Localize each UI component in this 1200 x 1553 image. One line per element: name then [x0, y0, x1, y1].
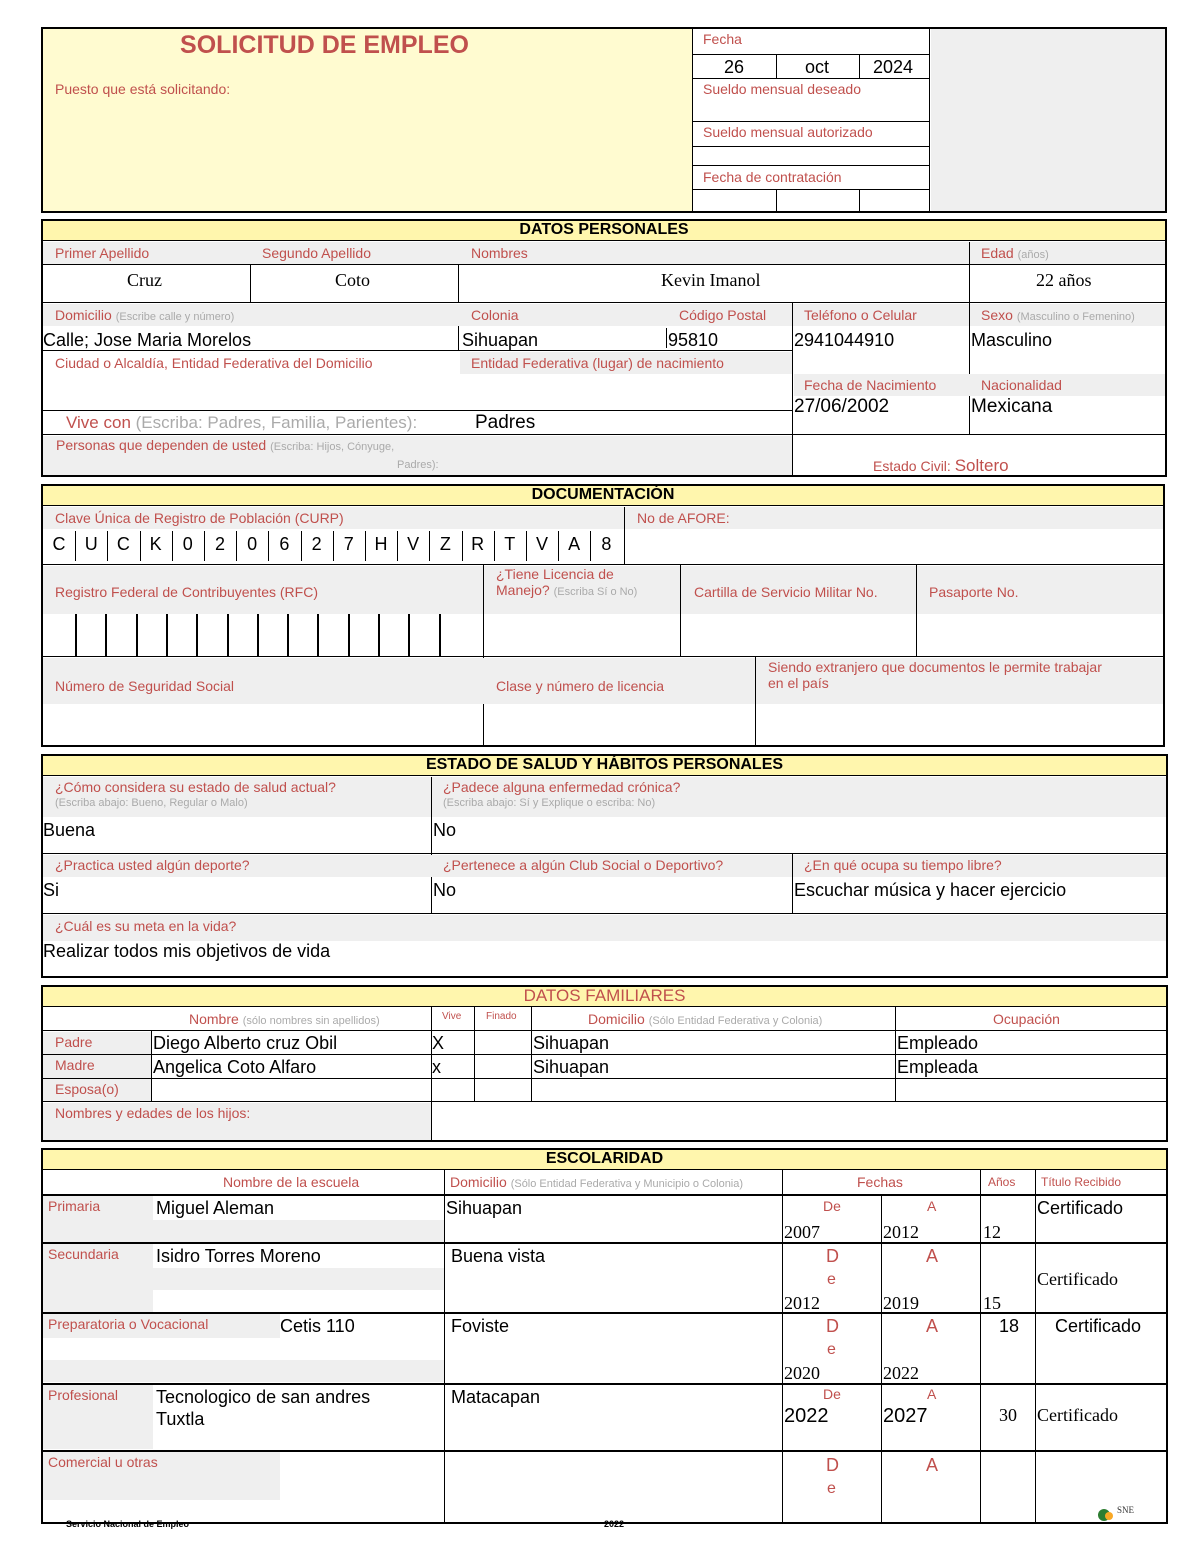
- rfc-cell-divider: [378, 614, 380, 656]
- other-from-e: e: [827, 1480, 836, 1497]
- license-q-hint: (Escriba Sí o No): [553, 586, 638, 598]
- age-label: [981, 245, 1049, 263]
- father-address[interactable]: Sihuapan: [533, 1033, 610, 1053]
- colonia-value[interactable]: Sihuapan: [462, 330, 539, 350]
- address-value[interactable]: Calle; Jose Maria Morelos: [43, 330, 252, 350]
- mother-name[interactable]: Angelica Coto Alfaro: [153, 1057, 317, 1077]
- date-line-bottom: [692, 78, 929, 79]
- salary-line-2: [692, 146, 929, 147]
- free-answer[interactable]: Escuchar música y hacer ejercicio: [794, 880, 1067, 900]
- prepa-from-e: e: [827, 1341, 836, 1358]
- hire-date-label: Fecha de contratación: [703, 169, 842, 185]
- age-value[interactable]: 22 años: [1036, 270, 1092, 290]
- school-years-col: Años: [988, 1175, 1016, 1189]
- address-label-text: Domicilio: [55, 307, 112, 323]
- rfc-cell-divider: [196, 614, 198, 656]
- curp-cell-divider: [333, 531, 334, 561]
- family-line-3: [43, 1078, 1166, 1079]
- sex-label: [981, 307, 1135, 325]
- dependents-label-text: Personas que dependen de usted: [56, 437, 267, 453]
- primaria-label: Primaria: [48, 1198, 101, 1214]
- curp-cell-divider: [268, 531, 269, 561]
- license-q-line-1: ¿Tiene Licencia de: [496, 566, 614, 582]
- other-from-d: D: [826, 1455, 839, 1475]
- other-to-a: A: [926, 1455, 939, 1475]
- prof-from-label: De: [823, 1386, 841, 1402]
- other-label: Comercial u otras: [48, 1454, 158, 1470]
- curp-char-cell[interactable]: Z: [439, 534, 451, 554]
- rfc-cell-divider: [348, 614, 350, 656]
- curp-cell-divider: [172, 531, 173, 561]
- curp-char-cell[interactable]: 2: [311, 534, 322, 554]
- row1-line: [43, 264, 1165, 265]
- health-answer[interactable]: Buena: [43, 820, 96, 840]
- curp-cells: [43, 529, 624, 563]
- primaria-to-label: A: [927, 1198, 937, 1214]
- primaria-years[interactable]: 12: [983, 1222, 1001, 1242]
- prepa-title[interactable]: Certificado: [1055, 1316, 1142, 1336]
- chronic-q: [443, 779, 680, 811]
- curp-cell-divider: [526, 531, 527, 561]
- curp-cell-divider: [107, 531, 108, 561]
- prof-title[interactable]: Certificado: [1037, 1405, 1118, 1425]
- rfc-cell-divider: [408, 614, 410, 656]
- curp-cell-divider: [75, 531, 76, 561]
- prepa-from[interactable]: 2020: [784, 1363, 820, 1383]
- docs-section-title: DOCUMENTACIÓN: [43, 486, 1163, 506]
- club-answer[interactable]: No: [433, 880, 457, 900]
- family-address-col-text: Domicilio: [588, 1011, 645, 1027]
- primaria-address[interactable]: Sihuapan: [446, 1198, 523, 1218]
- school-line-0: [43, 1194, 1166, 1196]
- postal-label: Código Postal: [679, 307, 767, 323]
- afore-sep: [624, 507, 625, 565]
- spouse-label: Esposa(o): [55, 1081, 119, 1097]
- photo-area: [931, 29, 1165, 211]
- salary-authorized-label: Sueldo mensual autorizado: [703, 124, 873, 140]
- curp-cell-divider: [236, 531, 237, 561]
- curp-char-cell[interactable]: 8: [601, 534, 612, 554]
- form-title: SOLICITUD DE EMPLEO: [180, 31, 469, 59]
- date-day[interactable]: 26: [724, 57, 745, 77]
- docs-sep-a: [483, 564, 484, 745]
- school-address-col-text: Domicilio: [450, 1174, 507, 1190]
- primaria-to[interactable]: 2012: [883, 1222, 919, 1242]
- curp-label: Clave Única de Registro de Población (CURP): [55, 510, 344, 526]
- footer-center: 2022: [604, 1519, 625, 1529]
- lives-with-hint: (Escriba: Padres, Familia, Parientes):: [135, 413, 418, 432]
- school-sep-b: [782, 1170, 783, 1524]
- school-address-col: [450, 1174, 743, 1192]
- curp-char-cell[interactable]: T: [504, 534, 516, 554]
- nationality-value[interactable]: Mexicana: [971, 396, 1053, 417]
- father-name[interactable]: Diego Alberto cruz Obil: [153, 1033, 338, 1053]
- dependents-label: [56, 437, 394, 455]
- secundaria-name[interactable]: Isidro Torres Moreno: [156, 1246, 321, 1266]
- children-label: Nombres y edades de los hijos:: [55, 1105, 251, 1121]
- docs-sep-b: [680, 564, 681, 656]
- family-dead-col: Finado: [486, 1011, 517, 1022]
- dependents-hint-2-text: Padres):: [397, 459, 439, 471]
- hire-line: [692, 189, 929, 190]
- foreigner-label: [768, 659, 1102, 691]
- family-line-2: [43, 1054, 1166, 1055]
- prepa-to-a: A: [926, 1316, 939, 1336]
- secundaria-years[interactable]: 15: [983, 1293, 1001, 1313]
- prof-name-2[interactable]: Tuxtla: [156, 1409, 205, 1429]
- second-last-label: Segundo Apellido: [262, 245, 371, 261]
- goal-answer[interactable]: Realizar todos mis objetivos de vida: [43, 941, 331, 961]
- military-label: Cartilla de Servicio Militar No.: [694, 584, 878, 600]
- sne-logo-text: SNE: [1117, 1505, 1135, 1515]
- chronic-hint: (Escriba abajo: Sí y Explique o escriba: No): [443, 797, 656, 809]
- family-address-hint: (Sólo Entidad Federativa y Colonia): [648, 1015, 823, 1027]
- curp-char-cell[interactable]: U: [84, 534, 98, 554]
- salary-desired-label: Sueldo mensual deseado: [703, 81, 862, 97]
- prof-from[interactable]: 2022: [784, 1405, 829, 1427]
- postal-value[interactable]: 95810: [668, 330, 719, 350]
- school-section-title: ESCOLARIDAD: [43, 1150, 1166, 1170]
- row3-line: [43, 350, 792, 351]
- foreigner-line-1: Siendo extranjero que documentos le permite trabajar: [768, 659, 1102, 675]
- footer-left: Servicio Nacional de Empleo: [66, 1519, 190, 1529]
- row1-sep-b: [250, 264, 251, 302]
- primaria-from[interactable]: 2007: [784, 1222, 820, 1242]
- rfc-cell-divider: [439, 614, 441, 656]
- health-hint: (Escriba abajo: Bueno, Regular o Malo): [55, 797, 248, 809]
- free-q: ¿En qué ocupa su tiempo libre?: [804, 857, 1002, 873]
- primaria-name-bg: [153, 1220, 444, 1242]
- curp-cell-divider: [204, 531, 205, 561]
- rfc-cell-divider: [136, 614, 138, 656]
- lives-with-value[interactable]: Padres: [475, 412, 536, 433]
- school-title-col: Título Recibido: [1041, 1175, 1122, 1189]
- docs-row3-line: [43, 656, 1163, 657]
- school-line-3: [43, 1383, 1166, 1385]
- date-month[interactable]: oct: [805, 57, 830, 77]
- curp-cell-divider: [590, 531, 591, 561]
- prepa-years[interactable]: 18: [999, 1316, 1020, 1336]
- sne-logo-icon: [1097, 1507, 1115, 1523]
- goal-q: ¿Cuál es su meta en la vida?: [55, 918, 237, 934]
- date-year[interactable]: 2024: [873, 57, 914, 77]
- license-q-line-2: [496, 582, 637, 600]
- father-alive[interactable]: X: [432, 1033, 445, 1053]
- curp-char-cell[interactable]: 0: [247, 534, 258, 554]
- chronic-q-text: ¿Padece alguna enfermedad crónica?: [443, 779, 681, 795]
- row2-sep-c: [458, 326, 459, 350]
- salary-line-3: [692, 165, 929, 166]
- prepa-from-d: D: [826, 1316, 839, 1336]
- rfc-cell-divider: [227, 614, 229, 656]
- secundaria-label: Secundaria: [48, 1246, 119, 1262]
- foreigner-line-2: en el país: [768, 675, 829, 691]
- health-sep-a: [431, 777, 432, 913]
- city-label: Ciudad o Alcaldía, Entidad Federativa del Domicilio: [55, 355, 373, 371]
- mother-alive[interactable]: x: [432, 1057, 441, 1077]
- header-divider: [692, 29, 693, 211]
- prepa-address[interactable]: Foviste: [451, 1316, 510, 1336]
- curp-cell-divider: [462, 531, 463, 561]
- license-class-label: Clase y número de licencia: [496, 678, 665, 694]
- school-name-col: Nombre de la escuela: [223, 1174, 360, 1190]
- family-occupation-col: Ocupación: [993, 1011, 1060, 1027]
- secundaria-from[interactable]: 2012: [784, 1293, 820, 1313]
- club-q: ¿Pertenece a algún Club Social o Deportivo?: [443, 857, 724, 873]
- civil-value[interactable]: Soltero: [954, 456, 1009, 475]
- curp-char-cell[interactable]: V: [535, 534, 548, 554]
- position-label: Puesto que está solicitando:: [55, 81, 231, 97]
- chronic-answer[interactable]: No: [433, 820, 457, 840]
- names-value[interactable]: Kevin Imanol: [661, 270, 761, 290]
- health-row3-line: [43, 913, 1166, 914]
- family-line-1: [43, 1030, 1166, 1031]
- phone-value[interactable]: 2941044910: [794, 330, 895, 350]
- curp-char-cell[interactable]: C: [116, 534, 130, 554]
- health-row2-line: [43, 853, 1166, 854]
- sex-label-text: Sexo: [981, 307, 1013, 323]
- curp-cell-divider: [429, 531, 430, 561]
- row2-sep-a: [792, 302, 793, 435]
- rfc-cells: [43, 614, 483, 656]
- date-line-top: [692, 54, 929, 55]
- rfc-cell-divider: [105, 614, 107, 656]
- rfc-label: Registro Federal de Contribuyentes (RFC): [55, 584, 318, 600]
- sport-q: ¿Practica usted algún deporte?: [55, 857, 250, 873]
- curp-char-cell[interactable]: R: [471, 534, 485, 554]
- sport-answer[interactable]: Si: [43, 880, 60, 900]
- docs-row2-line: [43, 564, 1163, 565]
- family-name-col: [189, 1011, 380, 1029]
- curp-cell-divider: [140, 531, 141, 561]
- rfc-cell-divider: [166, 614, 168, 656]
- row5-line: [43, 434, 1165, 435]
- lives-with-text: Vive con: [66, 413, 131, 432]
- date-sep-1: [776, 54, 777, 78]
- civil-label-text: Estado Civil:: [873, 458, 951, 474]
- lives-with-label: [66, 413, 417, 432]
- school-sep-e: [1035, 1170, 1036, 1524]
- family-name-hint: (sólo nombres sin apellidos): [242, 1015, 380, 1027]
- dependents-hint-2: [397, 455, 439, 473]
- secundaria-to[interactable]: 2019: [883, 1293, 919, 1313]
- row1-sep-a: [969, 242, 970, 302]
- age-label-text: Edad: [981, 245, 1014, 261]
- curp-cell-divider: [301, 531, 302, 561]
- row1-sep-c: [458, 264, 459, 302]
- family-address-col: [588, 1011, 822, 1029]
- father-occupation[interactable]: Empleado: [897, 1033, 979, 1053]
- prepa-to[interactable]: 2022: [883, 1363, 919, 1383]
- secundaria-address[interactable]: Buena vista: [451, 1246, 546, 1266]
- civil-sep: [792, 434, 793, 475]
- sex-hint: (Masculino o Femenino): [1016, 311, 1135, 323]
- family-name-col-text: Nombre: [189, 1011, 239, 1027]
- curp-char-cell[interactable]: 0: [182, 534, 193, 554]
- license-q-text: Manejo?: [496, 582, 550, 598]
- rfc-cell-divider: [75, 614, 77, 656]
- curp-cell-divider: [558, 531, 559, 561]
- secundaria-title[interactable]: Certificado: [1037, 1269, 1118, 1289]
- curp-char-cell[interactable]: H: [374, 534, 388, 554]
- sex-value[interactable]: Masculino: [971, 330, 1053, 350]
- curp-char-cell[interactable]: 7: [343, 534, 354, 554]
- first-last-value[interactable]: Cruz: [127, 270, 162, 290]
- age-hint: (años): [1017, 249, 1049, 261]
- docs-sep-d: [755, 656, 756, 745]
- prepa-label: Preparatoria o Vocacional: [48, 1316, 209, 1332]
- school-sep-a: [444, 1170, 445, 1524]
- rfc-cell-divider: [317, 614, 319, 656]
- prof-years[interactable]: 30: [999, 1405, 1017, 1425]
- docs-sep-c: [916, 564, 917, 656]
- health-section-title: ESTADO DE SALUD Y HÁBITOS PERSONALES: [43, 756, 1166, 776]
- passport-label: Pasaporte No.: [929, 584, 1019, 600]
- postal-sep: [666, 328, 667, 348]
- curp-cell-divider: [397, 531, 398, 561]
- rfc-cell-divider: [257, 614, 259, 656]
- prof-to[interactable]: 2027: [883, 1405, 928, 1427]
- curp-char-cell[interactable]: 6: [279, 534, 290, 554]
- dependents-hint-1: (Escriba: Hijos, Cónyuge,: [270, 441, 395, 453]
- prepa-name[interactable]: Cetis 110: [280, 1316, 355, 1336]
- secundaria-from-d: D: [826, 1246, 839, 1266]
- curp-char-cell[interactable]: V: [407, 534, 420, 554]
- rfc-cell-divider: [287, 614, 289, 656]
- secundaria-to-a: A: [926, 1246, 939, 1266]
- prof-label: Profesional: [48, 1387, 119, 1403]
- names-label: Nombres: [471, 245, 528, 261]
- school-address-hint: (Sólo Entidad Federativa y Municipio o Colonia): [510, 1178, 744, 1190]
- family-section-title: DATOS FAMILIARES: [43, 987, 1166, 1007]
- sne-logo: [1097, 1505, 1142, 1523]
- row2-sep-b: [969, 302, 970, 435]
- row2-line: [43, 302, 1165, 303]
- family-line-4: [43, 1101, 1166, 1102]
- primaria-from-label: De: [823, 1198, 841, 1214]
- health-q: [55, 779, 336, 811]
- nationality-label: Nacionalidad: [981, 377, 1062, 393]
- prepa-label-bg-2: [43, 1360, 444, 1382]
- family-sep-a: [151, 1030, 152, 1102]
- curp-char-cell[interactable]: C: [52, 534, 66, 554]
- prof-address[interactable]: Matacapan: [451, 1387, 541, 1407]
- personal-section-title: DATOS PERSONALES: [43, 221, 1165, 241]
- hire-sep-1: [776, 189, 777, 211]
- family-alive-col: Vive: [442, 1011, 462, 1022]
- father-label: Padre: [55, 1034, 93, 1050]
- hire-sep-2: [859, 189, 860, 211]
- secundaria-name-bg: [153, 1268, 444, 1290]
- prof-to-label: A: [927, 1386, 937, 1402]
- mother-address[interactable]: Sihuapan: [533, 1057, 610, 1077]
- curp-cell-divider: [494, 531, 495, 561]
- first-last-label: Primer Apellido: [55, 245, 150, 261]
- primaria-title[interactable]: Certificado: [1037, 1198, 1124, 1218]
- mother-label: Madre: [55, 1057, 95, 1073]
- mother-occupation[interactable]: Empleada: [897, 1057, 979, 1077]
- birth-date-value[interactable]: 27/06/2002: [794, 396, 890, 417]
- primaria-name[interactable]: Miguel Aleman: [156, 1198, 275, 1218]
- phone-label: Teléfono o Celular: [804, 307, 917, 323]
- civil-label: [873, 458, 1009, 474]
- curp-char-cell[interactable]: K: [149, 534, 162, 554]
- nss-label: Número de Seguridad Social: [55, 678, 234, 694]
- row4-line: [43, 410, 792, 411]
- prof-name-1[interactable]: Tecnologico de san andres: [156, 1387, 371, 1407]
- second-last-value[interactable]: Coto: [335, 270, 371, 290]
- secundaria-from-e: e: [827, 1271, 836, 1288]
- colonia-label: Colonia: [471, 307, 519, 323]
- date-label: Fecha: [703, 31, 742, 47]
- school-dates-col: Fechas: [857, 1174, 903, 1190]
- address-hint: (Escribe calle y número): [115, 311, 235, 323]
- address-label: [55, 307, 234, 325]
- curp-char-cell[interactable]: A: [568, 534, 581, 554]
- date-sep-2: [859, 54, 860, 78]
- curp-char-cell[interactable]: 2: [214, 534, 225, 554]
- birth-date-label: Fecha de Nacimiento: [804, 377, 937, 393]
- health-q-text: ¿Cómo considera su estado de salud actual?: [55, 779, 336, 795]
- license-q-label: [496, 566, 637, 600]
- birth-state-label: Entidad Federativa (lugar) de nacimiento: [471, 355, 724, 371]
- school-line-1: [43, 1242, 1166, 1244]
- salary-line: [692, 121, 929, 122]
- afore-label: No de AFORE:: [637, 510, 730, 526]
- curp-cell-divider: [365, 531, 366, 561]
- school-sep-d: [980, 1170, 981, 1524]
- header-divider-right: [929, 29, 930, 211]
- health-sep-b: [792, 853, 793, 913]
